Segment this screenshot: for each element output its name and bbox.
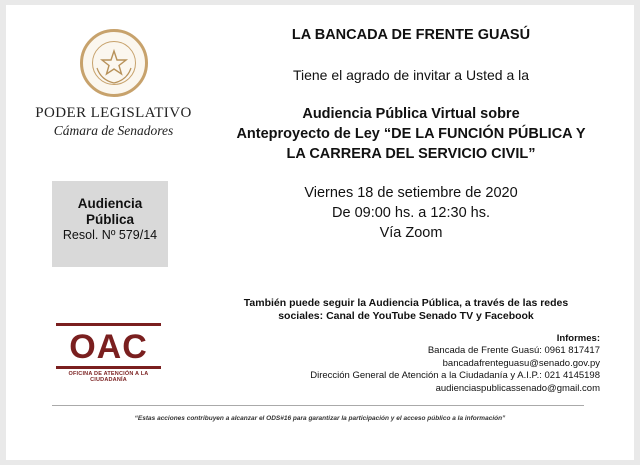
contact-email-bancada: bancadafrenteguasu@senado.gov.py (442, 357, 600, 369)
follow-line-2: sociales: Canal de YouTube Senado TV y Facebook (278, 310, 534, 322)
contact-info (306, 333, 600, 395)
badge-line-1: Audiencia (77, 196, 143, 211)
event-title-line-2: Anteproyecto de Ley “DE LA FUNCIÓN PÚBLICA Y (236, 126, 586, 142)
event-schedule (201, 183, 621, 243)
informes-heading: Informes: (556, 333, 600, 344)
senate-seal-icon (80, 29, 148, 97)
oac-logo-letters: OAC (69, 328, 148, 366)
event-date: Viernes 18 de setiembre de 2020 (304, 185, 518, 201)
follow-line-1: También puede seguir la Audiencia Pública, a través de las redes (243, 297, 569, 309)
badge-resolution: Resol. Nº 579/14 (62, 228, 158, 242)
event-time: De 09:00 hs. a 12:30 hs. (332, 205, 490, 221)
event-platform: Vía Zoom (379, 225, 443, 241)
badge-line-2: Pública (85, 212, 134, 227)
event-title (201, 104, 621, 164)
invitation-page (6, 5, 634, 460)
follow-notice (206, 297, 606, 323)
event-title-line-1: Audiencia Pública Virtual sobre (302, 106, 520, 122)
oac-logo (56, 323, 161, 383)
contact-line: Bancada de Frente Guasú: 0961 817417 (427, 345, 600, 357)
contact-email-audiencias: audienciaspublicassenado@gmail.com (435, 382, 600, 394)
divider (52, 405, 584, 406)
institution-name: PODER LEGISLATIVO (35, 105, 192, 121)
audiencia-badge (52, 181, 168, 267)
host-title: LA BANCADA DE FRENTE GUASÚ (291, 27, 531, 43)
contact-line: Dirección General de Atención a la Ciudadanía y A.I.P.: 021 4145198 (310, 370, 600, 382)
chamber-name: Cámara de Senadores (53, 123, 174, 138)
oac-logo-subtitle: OFICINA DE ATENCIÓN A LA CIUDADANÍA (68, 371, 149, 383)
invite-text: Tiene el agrado de invitar a Usted a la (292, 67, 530, 83)
footer-quote: “Estas acciones contribuyen a alcanzar el ODS#16 para garantizar la participación y el acceso público a la información” (134, 415, 506, 422)
event-title-line-3: LA CARRERA DEL SERVICIO CIVIL” (286, 146, 536, 162)
